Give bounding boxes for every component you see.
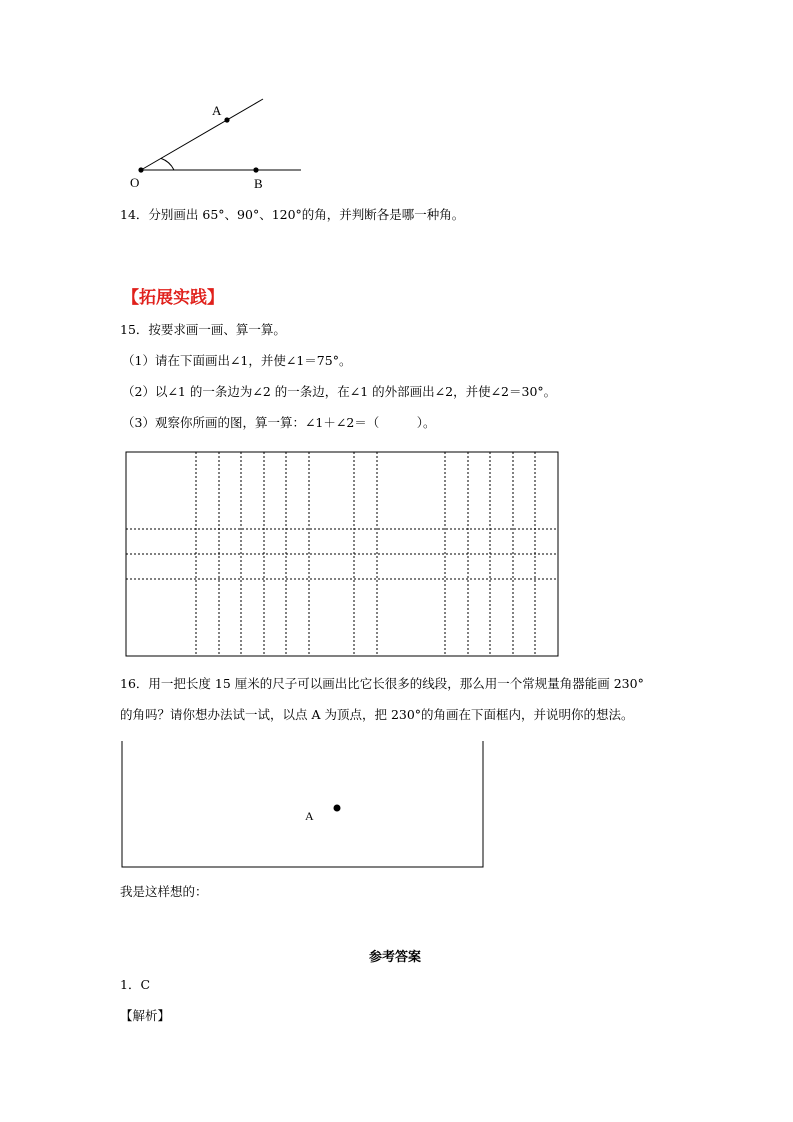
point-o: [138, 167, 143, 172]
label-point-a: A: [305, 809, 314, 823]
ray-oa: [141, 99, 263, 170]
label-a: A: [212, 103, 222, 118]
label-b: B: [254, 176, 263, 191]
answer-box-230[interactable]: [122, 741, 483, 867]
question-15-title: 15．按要求画一画、算一算。: [120, 322, 286, 337]
point-b: [253, 167, 258, 172]
analysis-label: 【解析】: [120, 1008, 171, 1023]
point-a-vertex: [334, 805, 341, 812]
angle-arc: [161, 158, 174, 170]
question-15-item-1: （1）请在下面画出∠1，并使∠1＝75°。: [122, 353, 352, 368]
question-14: 14．分别画出 65°、90°、120°的角，并判断各是哪一种角。: [120, 207, 465, 222]
question-16-line-1: 16．用一把长度 15 厘米的尺子可以画出比它长很多的线段，那么用一个常规量角器能画 230°: [120, 676, 644, 691]
section-heading: 【拓展实践】: [122, 288, 224, 308]
question-16-line-2: 的角吗？请你想办法试一试，以点 A 为顶点，把 230°的角画在下面框内，并说明你的想法。: [120, 707, 634, 722]
question-15-item-3: （3）观察你所画的图，算一算：∠1＋∠2＝（ ）。: [122, 415, 436, 430]
answer-1: 1．C: [120, 977, 151, 992]
answers-heading: 参考答案: [369, 950, 422, 965]
point-a: [224, 117, 229, 122]
thinking-prompt: 我是这样想的：: [120, 884, 208, 899]
label-o: O: [130, 175, 140, 190]
drawing-grid[interactable]: [126, 452, 558, 656]
question-15-item-2: （2）以∠1 的一条边为∠2 的一条边，在∠1 的外部画出∠2，并使∠2＝30°。: [122, 384, 557, 399]
